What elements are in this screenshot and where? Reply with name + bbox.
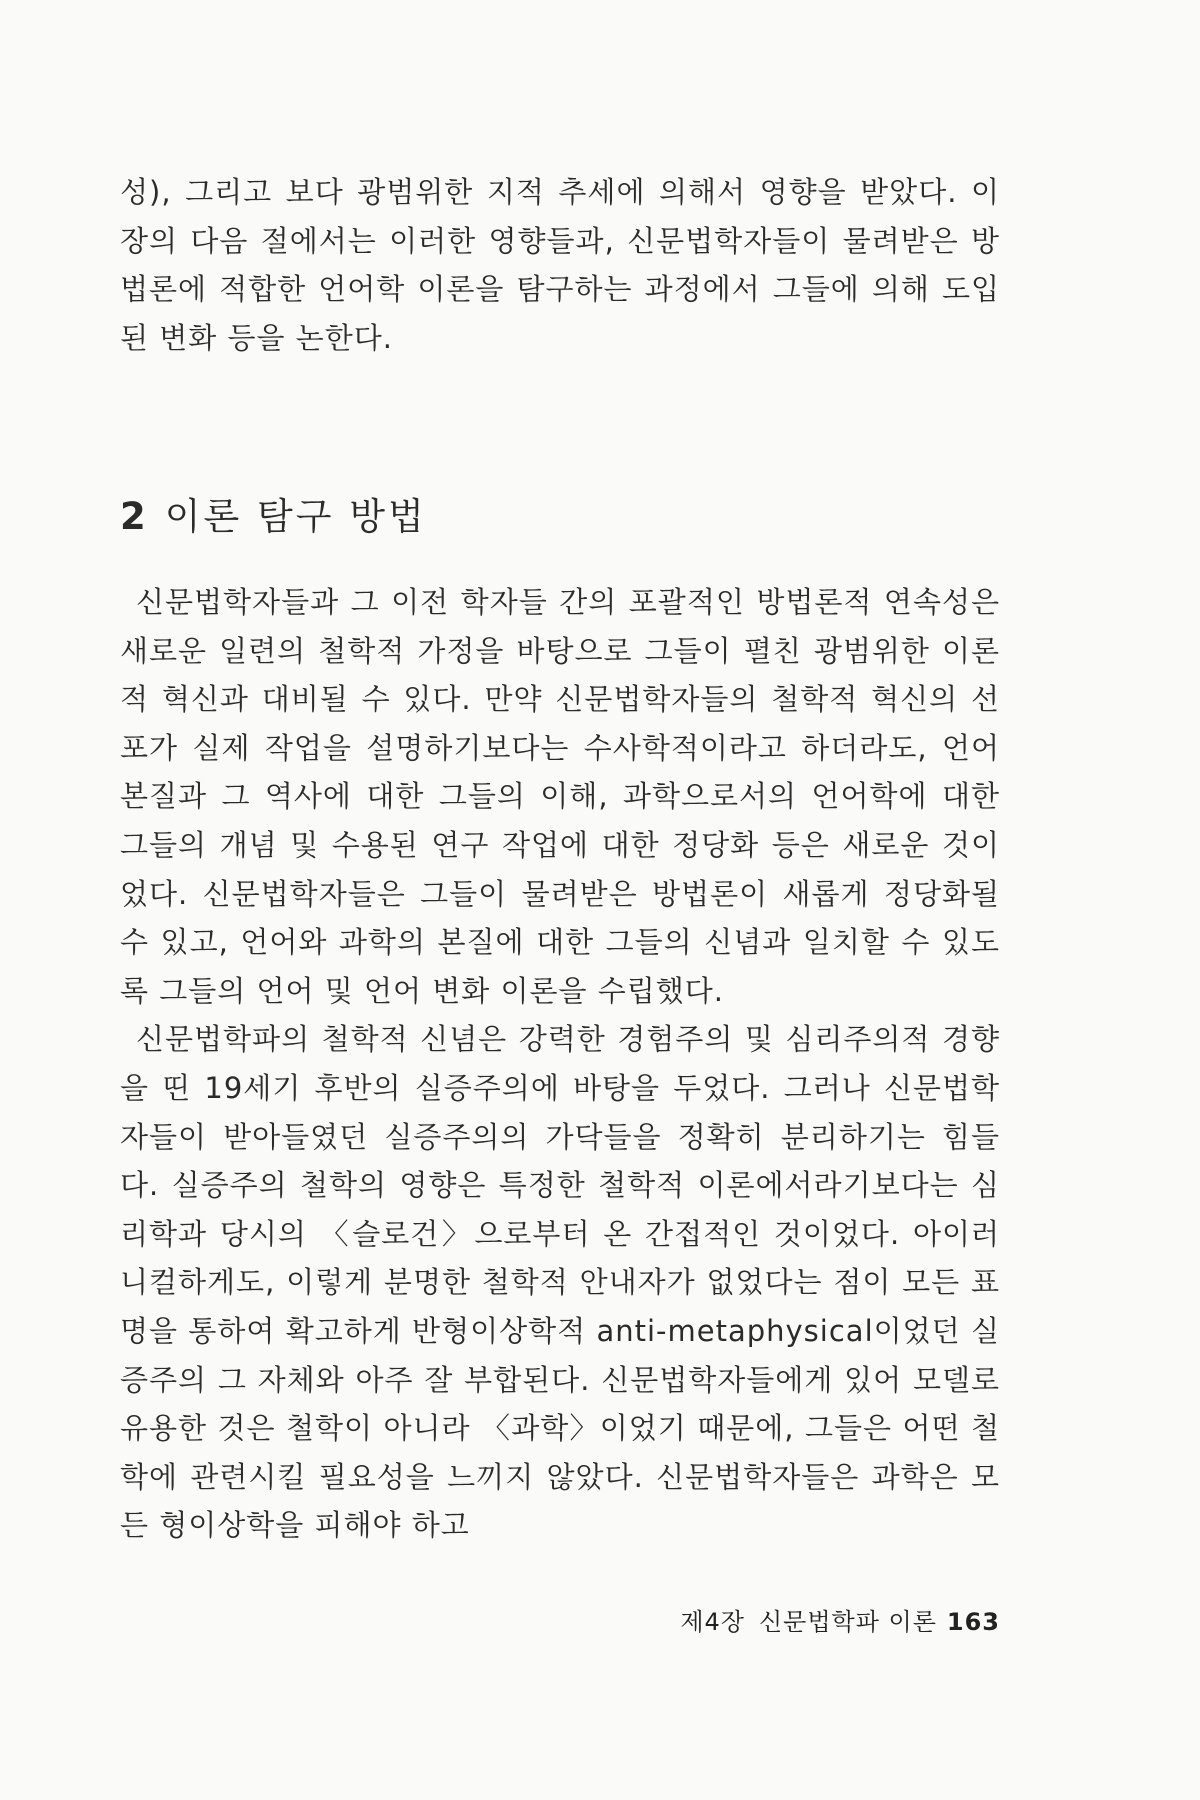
body-paragraph: 신문법학자들과 그 이전 학자들 간의 포괄적인 방법론적 연속성은 새로운 일련의 철학적 가정을 바탕으로 그들이 펼친 광범위한 이론적 혁신과 대비될 수 있다. 만약 신문법학자들의 철학적 혁신의 선포가 실제 작업을 설명하기보다는 수사학적이라고 하더라도, 언어 본질과 그 역사에 대한 그들의 이해, 과학으로서의 언어학에 대한 그들의 개념 및 수용된 연구 작업에 대한 정당화 등은 새로운 것이었다. 신문법학자들은 그들이 물려받은 방법론이 새롭게 정당화될 수 있고, 언어와 과학의 본질에 대한 그들의 신념과 일치할 수 있도록 그들의 언어 및 언어 변화 이론을 수립했다. — [120, 585, 1000, 1008]
footer-chapter: 제4장 — [680, 1608, 745, 1636]
section-body — [120, 578, 1000, 1550]
body-paragraph: 신문법학파의 철학적 신념은 강력한 경험주의 및 심리주의적 경향을 띤 19세기 후반의 실증주의에 바탕을 두었다. 그러나 신문법학자들이 받아들였던 실증주의의 가닥들을 정확히 분리하기는 힘들다. 실증주의 철학의 영향은 특정한 철학적 이론에서라기보다는 심리학과 당시의 〈슬로건〉으로부터 온 간접적인 것이었다. 아이러니컬하게도, 이렇게 분명한 철학적 안내자가 없었다는 점이 모든 표명을 통하여 확고하게 반형이상학적 anti-metaphysical이었던 실증주의 그 자체와 아주 잘 부합된다. 신문법학자들에게 있어 모델로 유용한 것은 철학이 아니라 〈과학〉이었기 때문에, 그들은 어떤 철학에 관련시킬 필요성을 느끼지 않았다. 신문법학자들은 과학은 모든 형이상학을 피해야 하고 — [120, 1022, 1000, 1543]
section-number: 2 — [120, 495, 149, 538]
intro-paragraph: 성), 그리고 보다 광범위한 지적 추세에 의해서 영향을 받았다. 이 장의 다음 절에서는 이러한 영향들과, 신문법학자들이 물려받은 방법론에 적합한 언어학 이론을 탐구하는 과정에서 그들에 의해 도입된 변화 등을 논한다. — [120, 175, 1000, 355]
page-content — [120, 168, 1000, 1543]
footer-chapter-title: 신문법학파 이론 — [758, 1608, 937, 1636]
page-footer — [680, 1602, 1000, 1637]
page-number: 163 — [946, 1608, 1000, 1636]
section-heading — [120, 486, 427, 540]
section-title: 이론 탐구 방법 — [164, 495, 427, 538]
